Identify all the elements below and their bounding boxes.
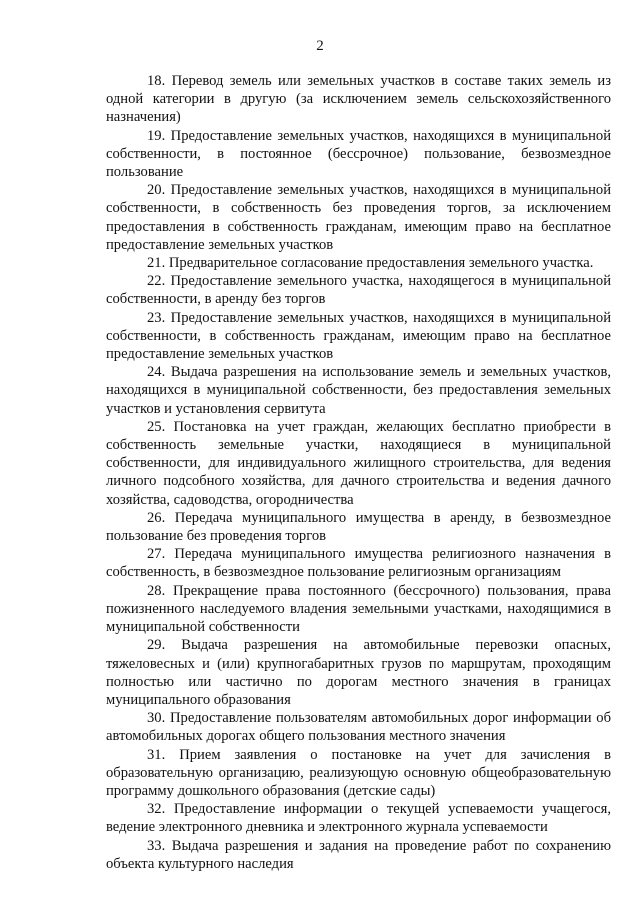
list-item: 20. Предоставление земельных участков, находящихся в муниципальной собственности, в собственность без проведения торгов, за исключением предоставления в собственность гражданам, имеющим право на бесплатное предоставление земельных участков	[106, 182, 611, 253]
list-item: 29. Выдача разрешения на автомобильные перевозки опасных, тяжеловесных и (или) крупногабаритных грузов по маршрутам, проходящим полностью или частично по дорогам местного значения в границах муниципального образования	[106, 637, 611, 708]
list-item: 18. Перевод земель или земельных участков в составе таких земель из одной категории в другую (за исключением земель сельскохозяйственного назначения)	[106, 73, 611, 126]
list-item: 21. Предварительное согласование предоставления земельного участка.	[147, 255, 594, 272]
list-item: 33. Выдача разрешения и задания на проведение работ по сохранению объекта культурного наследия	[106, 837, 611, 872]
list-item: 32. Предоставление информации о текущей успеваемости учащегося, ведение электронного дневника и электронного журнала успеваемости	[106, 801, 611, 836]
list-item: 25. Постановка на учет граждан, желающих бесплатно приобрести в собственность земельные участки, находящиеся в муниципальной собственности, для индивидуального жилищного строительства, для ведения личного подсобного хозяйства, для дачного строительства и ведения дачного хозяйства, садоводства, огородничества	[106, 418, 611, 508]
list-item: 19. Предоставление земельных участков, находящихся в муниципальной собственности, в постоянное (бессрочное) пользование, безвозмездное пользование	[106, 127, 611, 181]
list-item: 30. Предоставление пользователям автомобильных дорог информации об автомобильных дорогах общего пользования местного значения	[106, 710, 611, 745]
list-item: 27. Передача муниципального имущества религиозного назначения в собственность, в безвозмездное пользование религиозным организациям	[106, 546, 611, 581]
list-item: 26. Передача муниципального имущества в аренду, в безвозмездное пользование без проведения торгов	[106, 509, 611, 545]
document-body	[106, 72, 611, 873]
list-item: 24. Выдача разрешения на использование земель и земельных участков, находящихся в муниципальной собственности, без предоставления земельных участков и установления сервитута	[106, 364, 611, 417]
list-item: 22. Предоставление земельного участка, находящегося в муниципальной собственности, в аренду без торгов	[106, 273, 611, 308]
list-item: 31. Прием заявления о постановке на учет для зачисления в образовательную организацию, реализующую основную общеобразовательную программу дошкольного образования (детские сады)	[106, 746, 611, 799]
list-item: 28. Прекращение права постоянного (бессрочного) пользования, права пожизненного наследуемого владения земельными участками, находящимися в муниципальной собственности	[106, 582, 611, 636]
list-item: 23. Предоставление земельных участков, находящихся в муниципальной собственности, в собственность гражданам, имеющим право на бесплатное предоставление земельных участков	[106, 309, 611, 363]
page-number: 2	[316, 38, 324, 54]
